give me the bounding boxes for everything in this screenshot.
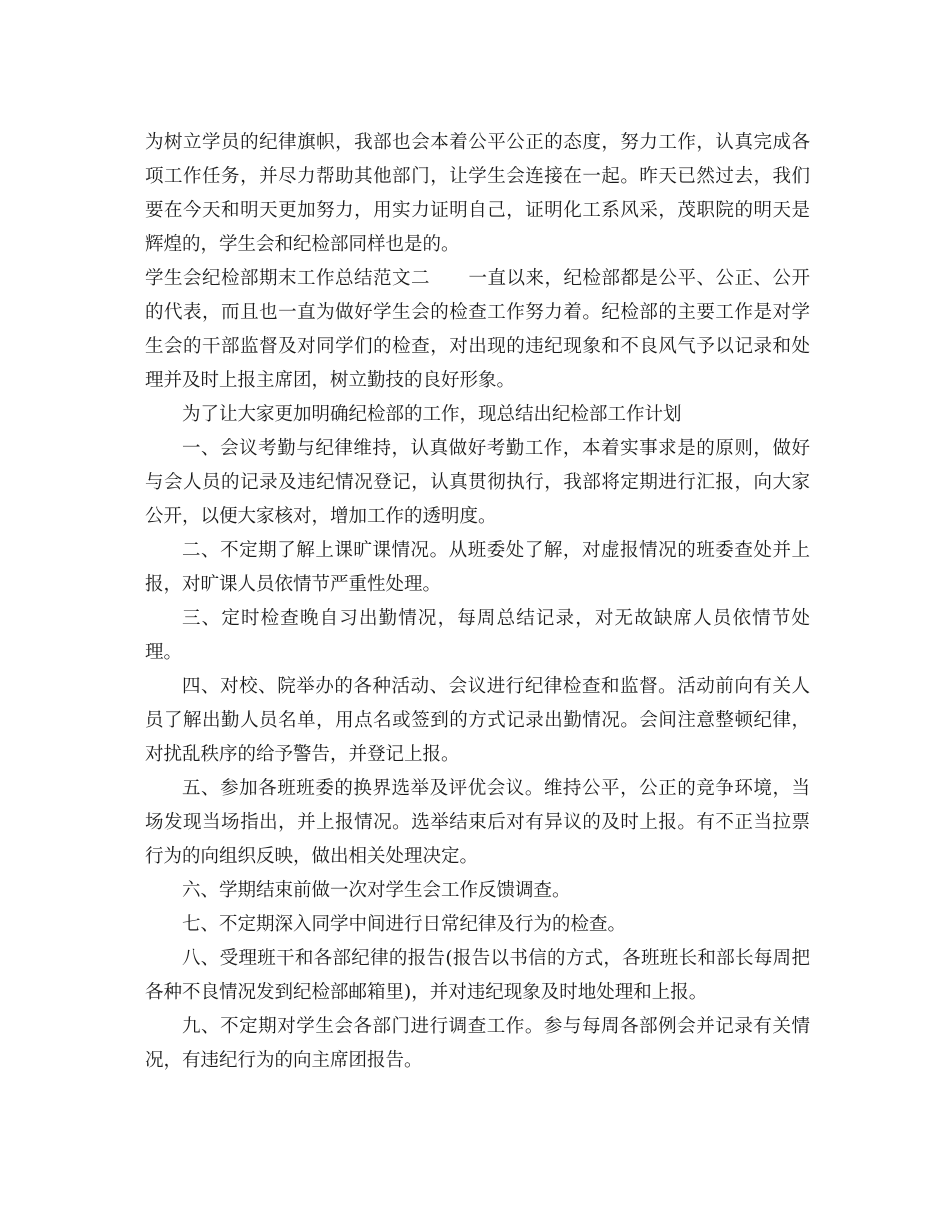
document-body	[145, 126, 810, 1078]
continuation-paragraph: 为树立学员的纪律旗帜，我部也会本着公平公正的态度，努力工作，认真完成各项工作任务，并尽力帮助其他部门，让学生会连接在一起。昨天已然过去，我们要在今天和明天更加努力，用实力证明自己，证明化工系风采，茂职院的明天是辉煌的，学生会和纪检部同样也是的。	[145, 132, 810, 255]
plan-item-7: 七、不定期深入同学中间进行日常纪律及行为的检查。	[182, 914, 627, 935]
plan-item-1: 一、会议考勤与纪律维持，认真做好考勤工作，本着实事求是的原则，做好与会人员的记录及违纪情况登记，认真贯彻执行，我部将定期进行汇报，向大家公开，以便大家核对，增加工作的透明度。	[145, 438, 810, 527]
plan-item-5: 五、参加各班班委的换界选举及评优会议。维持公平，公正的竞争环境，当场发现当场指出，并上报情况。选举结束后对有异议的及时上报。有不正当拉票行为的向组织反映，做出相关处理决定。	[145, 778, 810, 867]
plan-item-9: 九、不定期对学生会各部门进行调查工作。参与每周各部例会并记录有关情况，有违纪行为的向主席团报告。	[145, 1016, 810, 1071]
plan-item-2: 二、不定期了解上课旷课情况。从班委处了解，对虚报情况的班委查处并上报，对旷课人员依情节严重性处理。	[145, 540, 810, 595]
plan-item-8: 八、受理班干和各部纪律的报告(报告以书信的方式，各班班长和部长每周把各种不良情况发到纪检部邮箱里)，并对违纪现象及时地处理和上报。	[145, 948, 810, 1003]
section-title: 学生会纪检部期末工作总结范文二	[145, 268, 430, 289]
section-intro: 一直以来，纪检部都是公平、公正、公开的代表，而且也一直为做好学生会的检查工作努力着。纪检部的主要工作是对学生会的干部监督及对同学们的检查，对出现的违纪现象和不良风气予以记录和处理并及时上报主席团，树立勤技的良好形象。	[145, 268, 810, 391]
plan-item-6: 六、学期结束前做一次对学生会工作反馈调查。	[182, 880, 571, 901]
plan-item-4: 四、对校、院举办的各种活动、会议进行纪律检查和监督。活动前向有关人员了解出勤人员名单，用点名或签到的方式记录出勤情况。会间注意整顿纪律，对扰乱秩序的给予警告，并登记上报。	[145, 676, 810, 765]
plan-item-3: 三、定时检查晚自习出勤情况，每周总结记录，对无故缺席人员依情节处理。	[145, 608, 810, 663]
plan-intro: 为了让大家更加明确纪检部的工作，现总结出纪检部工作计划	[182, 404, 682, 425]
section-paragraph	[145, 262, 810, 398]
